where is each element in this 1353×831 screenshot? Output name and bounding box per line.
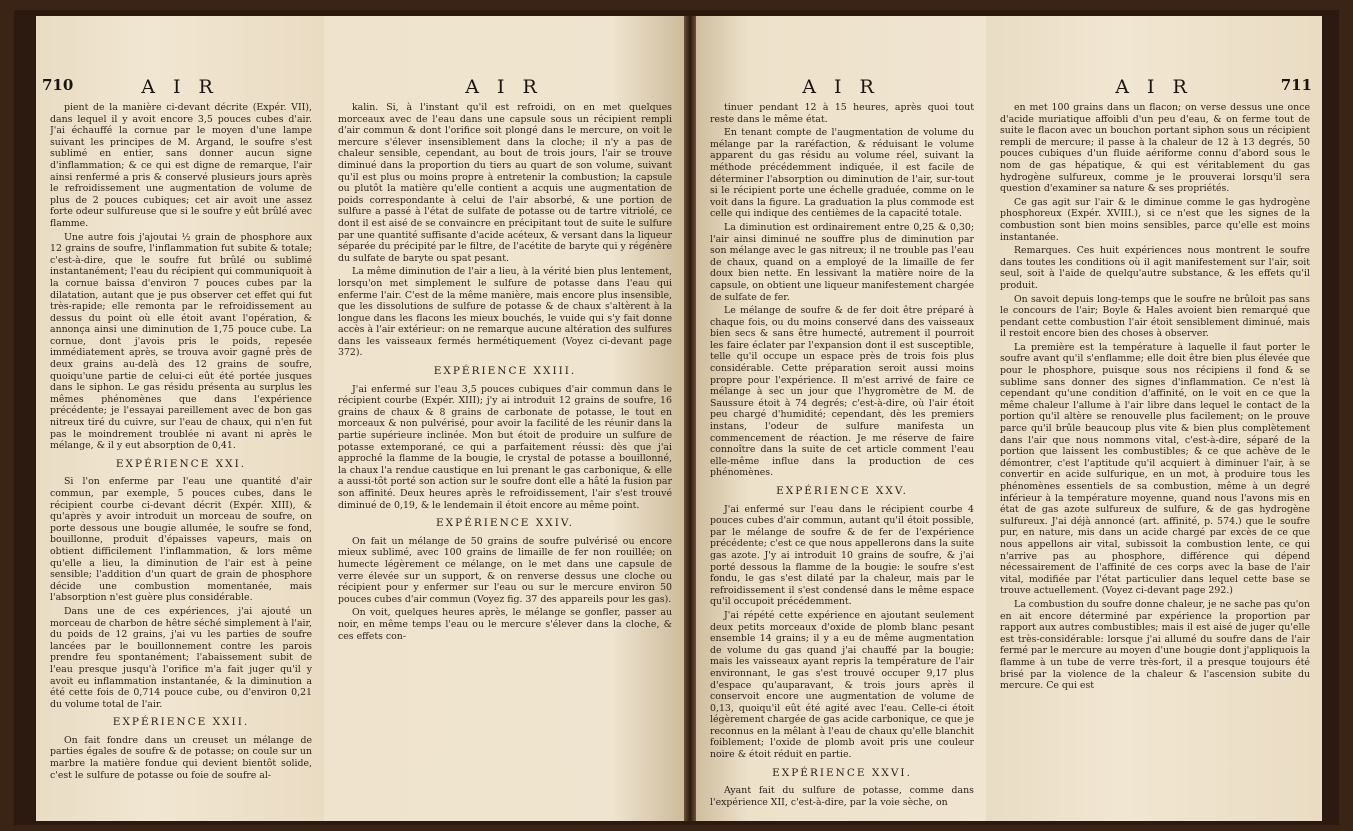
experiment-heading: EXPÉRIENCE XXV.	[776, 485, 908, 497]
paragraph: en met 100 grains dans un flacon; on verse dessus une once d'acide muriatique affoibli d'un peu d'eau, & on ferme tout de suite le flacon avec un bouchon portant siphon sous un récipient rempli de mercure; il passe à la chaleur de 12 à 13 degrés, 50 pouces cubiques d'un fluide aériforme connu d'abord sous le nom de gas hépatique, & qui est véritablement du gas hydrogène sulfureux, comme je le prouverai lorsqu'il sera question d'examiner sa nature & ses propriétés.	[1000, 102, 1310, 195]
page-header	[36, 76, 324, 98]
paragraph: La première est la température à laquelle il faut porter le soufre avant qu'il s'enflamme; elle doit être bien plus élevée que pour le phosphore, puisque sous nos récipiens il fond & se sublime sans donner des signes d'inflammation. Ce n'est là cependant qu'une condition d'affinité, on le voit en ce que la même chaleur l'allume à l'air libre dans lequel le contact de la portion qu'il altère se renouvelle plus facilement; on le prouve parce qu'il brûle beaucoup plus vite & bien plus complètement dans l'air que nous nommons vital, c'est-à-dire, séparé de la portion que laissent les combustibles; & ce que achève de le démontrer, c'est l'aptitude qu'il acquiert à diminuer l'air, à se convertir en acide sulfurique, en un mot, à produire tous les phénomènes essentiels de sa combustion, même à un degré inférieur à la température moyenne, quand nous l'avons mis en état de gas azote sulfureux de sulfure, & de gas hydrogène sulfureux. J'ai déjà annoncé (art. affinité, p. 574.) que le soufre pur, en nature, mis dans un acide chargé par excès de ce que nous appellons air vital, subissoit la combustion lente, ce qui n'arrive pas au phosphore, différence qui dépend nécessairement de l'affinité de ces corps avec la base de l'air vital, modifiée par l'état particulier dans lequel cette base se trouve actuellement. (Voyez ci-devant page 292.)	[1000, 341, 1310, 597]
paragraph: Le mélange de soufre & de fer doit être préparé à chaque fois, ou du moins conservé dans des vaisseaux bien secs & sans être humecté, autrement il pourroit les faire éclater par l'expansion dont il est susceptible, telle qu'il occupe un espace près de trois fois plus considérable. Cette préparation seroit aussi moins propre pour l'expérience. Il m'est arrivé de faire ce mélange à sec un jour que l'hygromètre de M. de Saussure étoit à 74 degrés; c'est-à-dire, où l'air étoit peu chargé d'humidité; cependant, dès les premiers instans, l'odeur de sulfure manifesta un commencement de réaction. Je me réserve de faire connoître dans la suite de cet article comment l'eau elle-même influe dans la production de ces phénomènes.	[710, 305, 974, 479]
paragraph: J'ai répété cette expérience en ajoutant seulement deux petits morceaux d'oxide de plomb blanc pesant ensemble 14 grains; il y a eu de même augmentation de volume du gas quand j'ai chauffé par la bougie; mais les vaisseaux ayant repris la température de l'air environnant, le gas s'est trouvé occuper 9,17 plus d'espace qu'auparavant, & trois jours après il conservoit encore une augmentation de volume de 0,13, quoiqu'il eût été agité avec l'eau. Celle-ci étoit légèrement chargée de gas acide carbonique, ce que je reconnus en la mêlant à l'eau de chaux qu'elle blanchit foiblement; l'oxide de plomb avoit pris une couleur noire & étoit réduit en partie.	[710, 609, 974, 761]
page-header	[696, 76, 986, 98]
paragraph: On savoit depuis long-temps que le soufre ne brûloit pas sans le concours de l'air; Boyle & Hales avoient bien remarqué que pendant cette combustion l'air étoit sensiblement diminué, mais il restoit encore bien des choses à observer.	[1000, 293, 1310, 340]
paragraph: On fait fondre dans un creuset un mélange de parties égales de soufre & de potasse; on coule sur un marbre la matière fondue qui devient bientôt solide, c'est le sulfure de potasse ou foie de soufre al-	[50, 734, 312, 781]
page-number: 711	[1280, 76, 1312, 94]
page-body	[1000, 102, 1310, 809]
paragraph: Ce gas agit sur l'air & le diminue comme le gas hydrogène phosphoreux (Expér. XVIII.), si ce n'est que les signes de la combustion sont bien moins sensibles, parce qu'elle est moins instantanée.	[1000, 196, 1310, 243]
paragraph: J'ai enfermé sur l'eau dans le récipient courbe 4 pouces cubes d'air commun, autant qu'il étoit possible, par le mélange de soufre & de fer de l'expérience précédente; c'est ce que nous appellerons dans la suite gas azote. J'y ai introduit 10 grains de soufre, & j'ai porté dessous la flamme de la bougie: le soufre s'est fondu, le gas s'est dilaté par la chaleur, mais par le refroidissement il s'est condensé dans le même espace qu'il occupoit précédemment.	[710, 503, 974, 608]
page-header	[986, 76, 1322, 98]
paragraph: On voit, quelques heures après, le mélange se gonfler, passer au noir, en même temps l'eau ou le mercure s'élever dans la cloche, & ces effets con-	[338, 607, 672, 642]
paragraph: pient de la manière ci-devant décrite (Expér. VII), dans lequel il y avoit encore 3,5 pouces cubes d'air. J'ai échauffé la cornue par le moyen d'une lampe suivant les principes de M. Argand, le soufre s'est sublimé en entier, sans donner aucun signe d'inflammation; & ce qui est digne de remarque, l'air ainsi renfermé a pris & conservé plusieurs jours après le refroidissement une augmentation de volume de plus de 2 pouces cubiques; cet air avoit une assez forte odeur sulfureuse que si le soufre y eût brûlé avec flamme.	[50, 102, 312, 229]
experiment-heading: EXPÉRIENCE XXI.	[115, 457, 247, 470]
experiment-heading: EXPÉRIENCE XXII.	[112, 716, 250, 729]
page-header	[324, 76, 684, 98]
paragraph: Si l'on enferme par l'eau une quantité d'air commun, par exemple, 5 pouces cubes, dans le récipient courbe ci-devant décrit (Expér. XIII), & qu'après y avoir introduit un morceau de soufre, on porte dessous une bougie allumée, le soufre se fond, bouillonne, produit d'épaisses vapeurs, mais on obtient difficilement l'inflammation, & lors même qu'elle a lieu, la diminution de l'air est à peine sensible; l'addition d'un quart de grain de phosphore décide une combustion momentanée, mais l'absorption n'est guère plus considérable.	[50, 476, 312, 604]
page-body	[50, 102, 312, 809]
paragraph: En tenant compte de l'augmentation de volume du mélange par la raréfaction, & réduisant le volume apparent du gas résidu au volume réel, suivant la méthode précédemment indiquée, il est facile de déterminer l'absorption ou diminution de l'air, sur-tout si le récipient porte une échelle graduée, comme on le voit dans la figure. La graduation la plus commode est celle qui indique des centièmes de la capacité totale.	[710, 127, 974, 220]
page-number: 710	[42, 76, 74, 94]
paragraph: Remarques. Ces huit expériences nous montrent le soufre dans toutes les conditions où il agit manifestement sur l'air, soit seul, soit à l'aide de quelqu'autre substance, & les effets qu'il produit.	[1000, 245, 1310, 291]
page-710	[36, 16, 324, 821]
paragraph: Ayant fait du sulfure de potasse, comme dans l'expérience XII, c'est-à-dire, par la voie sèche, on	[710, 785, 974, 808]
paragraph: J'ai enfermé sur l'eau 3,5 pouces cubiques d'air commun dans le récipient courbe (Expér. XIII); j'y ai introduit 12 grains de soufre, 16 grains de chaux & 8 grains de carbonate de potasse, le tout en morceaux & non pulvérisé, pour avoir la facilité de les réunir dans la partie supérieure inclinée. Mon but étoit de produire un sulfure de potasse extemporané, ce qui a parfaitement réussi: dès que j'ai approché la flamme de la bougie, le crystal de potasse a bouillonné, la chaux l'a rendue caustique en lui prenant le gas carbonique, & elle a aussi-tôt porté son action sur le soufre dont elle a hâté la fusion par son affinité. Deux heures après le refroidissement, l'air s'est trouvé diminué de 0,19, & le lendemain il étoit encore au même point.	[338, 383, 672, 511]
page-body	[710, 102, 974, 809]
experiment-heading: EXPÉRIENCE XXVI.	[772, 766, 912, 779]
paragraph: tinuer pendant 12 à 15 heures, après quoi tout reste dans le même état.	[710, 102, 974, 125]
paragraph: kalin. Si, à l'instant qu'il est refroidi, on en met quelques morceaux avec de l'eau dans une capsule sous un récipient rempli d'air commun & dont l'orifice soit plongé dans le mercure, on voit le mercure s'élever insensiblement dans la cloche; il n'y a pas de chaleur sensible, cependant, au bout de trois jours, l'air se trouve diminué dans la proportion du tiers au quart de son volume, suivant qu'il est plus ou moins propre à entretenir la combustion; la capsule ou plutôt la matière qu'elle contient a acquis une augmentation de poids correspondante à celui de l'air absorbé, & une portion de sulfure a passé à l'état de sulfate de potasse ou de tartre vitriolé, ce dont il est aisé de se convaincre en précipitant tout de suite le sulfure par une quantité suffisante d'acide acéteux, & versant dans la liqueur séparée du précipité par le filtre, de l'acétite de baryte qui y régénère du sulfate de baryte ou spat pesant.	[338, 102, 672, 264]
paragraph: Dans une de ces expériences, j'ai ajouté un morceau de charbon de hêtre séché simplement à l'air, du poids de 12 grains, j'ai vu les parties de soufre lancées par le bouillonnement contre les parois prendre feu spontanément; l'abaissement subit de l'eau presque jusqu'à l'orifice m'a fait juger qu'il y avoit eu inflammation instantanée, & la diminution a été cette fois de 0,714 pouce cube, ou d'environ 0,21 du volume total de l'air.	[50, 605, 312, 710]
running-head: A I R	[1115, 76, 1193, 98]
paragraph: La diminution est ordinairement entre 0,25 & 0,30; l'air ainsi diminué ne souffre plus de diminution par son mélange avec le gas nitreux; il ne trouble pas l'eau de chaux, quand on a employé de la limaille de fer doux bien nette. En lessivant la matière noire de la capsule, on obtient une liqueur manifestement chargée de sulfate de fer.	[710, 221, 974, 303]
experiment-heading: EXPÉRIENCE XXIII.	[433, 365, 577, 378]
running-head: A I R	[802, 76, 880, 98]
page-711-left-column	[696, 16, 986, 821]
paragraph: Une autre fois j'ajoutai ½ grain de phosphore aux 12 grains de soufre, l'inflammation fut subite & totale; c'est-à-dire, que le soufre fut brûlé ou sublimé instantanément; l'eau du récipient qui communiquoit à la cornue baissa d'environ 7 pouces cubes par la dilatation, autant que je pus observer cet effet qui fut très-rapide; elle remonta par le refroidissement au dessus du point où elle étoit avant l'opération, & annonça ainsi une diminution de 1,75 pouce cube. La cornue, dont j'avois pris le poids, repesée immédiatement après, se trouva avoir gagné près de deux grains au-delà des 12 grains de soufre, quoiqu'une partie de celui-ci eût été portée jusques dans le siphon. Le gas résidu présenta au surplus les mêmes phénomènes que dans l'expérience précédente; je l'essayai pareillement avec de bon gas nitreux tiré du cuivre, sur l'eau de chaux, qui n'en fut pas le moindrement troublée ni avant ni après le mélange, & il y eut absorption de 0,41.	[50, 231, 312, 452]
book-spread	[14, 10, 1339, 825]
page-body	[338, 102, 672, 809]
running-head: A I R	[141, 76, 219, 98]
page-710-right-column	[324, 16, 684, 821]
paragraph: La même diminution de l'air a lieu, à la vérité bien plus lentement, lorsqu'on met simplement le sulfure de potasse dans l'eau qui enferme l'air. C'est de la même manière, mais encore plus insensible, que les dissolutions de sulfure de potasse & de chaux s'altèrent à la longue dans les flacons les mieux bouchés, le vuide qui s'y fait donne accès à l'air extérieur: on ne remarque aucune altération des sulfures dans les vaisseaux fermés hermétiquement (Voyez ci-devant page 372).	[338, 266, 672, 359]
experiment-heading: EXPÉRIENCE XXIV.	[436, 517, 574, 530]
paragraph: On fait un mélange de 50 grains de soufre pulvérisé ou encore mieux sublimé, avec 100 grains de limaille de fer non rouillée; on humecte légèrement ce mélange, on le met dans une capsule de verre élevée sur un support, & on renverse dessus une cloche ou récipient pour y enfermer sur l'eau ou sur le mercure environ 50 pouces cubes d'air commun (Voyez fig. 37 des appareils pour les gas).	[338, 535, 672, 605]
running-head: A I R	[465, 76, 543, 98]
book-gutter	[684, 16, 696, 821]
page-711	[986, 16, 1322, 821]
paragraph: La combustion du soufre donne chaleur, je ne sache pas qu'on en ait encore déterminé par expérience la proportion par rapport aux autres combustibles; mais il est aisé de juger qu'elle est très-considérable: lorsque j'ai allumé du soufre dans de l'air fermé par le mercure au moyen d'une bougie dont j'appliquois la flamme à un tube de verre très-fort, il a presque toujours été brisé par la violence de la chaleur & l'ascension subite du mercure. Ce qui est	[1000, 598, 1310, 692]
